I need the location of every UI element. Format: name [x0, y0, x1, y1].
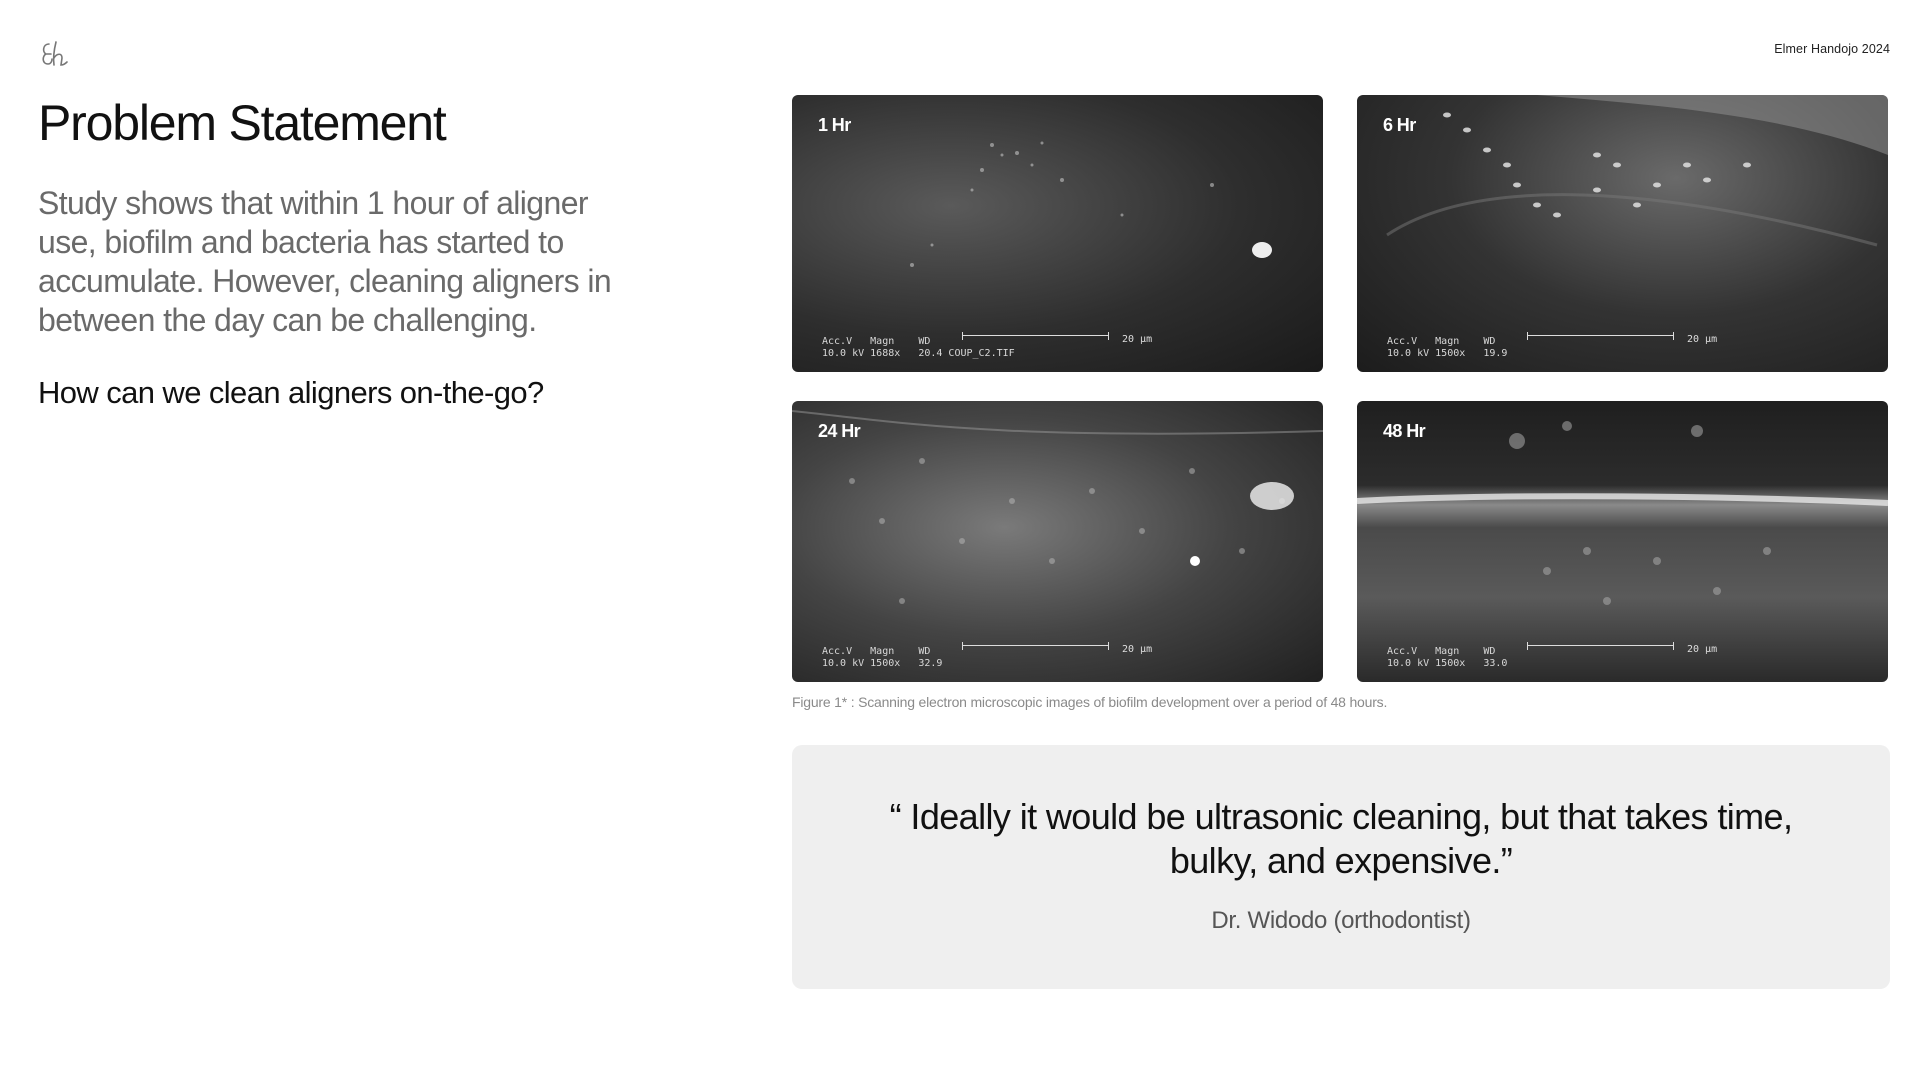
scale-label: 20 µm	[1687, 334, 1718, 345]
scale-bar	[1527, 332, 1674, 340]
sem-metadata: Acc.V Magn WD 10.0 kV 1500x 33.0	[1387, 646, 1508, 669]
testimonial-attribution: Dr. Widodo (orthodontist)	[1211, 907, 1471, 934]
sem-image-grid	[792, 95, 1890, 682]
scale-label: 20 µm	[1122, 644, 1153, 655]
sem-image-1hr	[792, 95, 1323, 372]
panel-label: 6 Hr	[1383, 115, 1416, 135]
problem-description: Study shows that within 1 hour of aligner use, biofilm and bacteria has started to accumulate. However, cleaning aligners in between the day can be challenging.	[38, 185, 612, 338]
sem-image-24hr	[792, 401, 1323, 682]
scale-bar	[1527, 642, 1674, 650]
author-year: Elmer Handojo 2024	[1774, 42, 1890, 56]
key-question: How can we clean aligners on-the-go?	[38, 375, 544, 410]
scale-label: 20 µm	[1122, 334, 1153, 345]
panel-label: 1 Hr	[818, 115, 851, 135]
page-title: Problem Statement	[38, 95, 446, 151]
scale-bar	[962, 642, 1109, 650]
eh-monogram-logo-icon	[39, 38, 71, 68]
testimonial-quote: “ Ideally it would be ultrasonic cleaning, but that takes time, bulky, and expensive.”	[889, 796, 1793, 881]
sem-metadata: Acc.V Magn WD 10.0 kV 1500x 32.9	[822, 646, 943, 669]
sem-metadata: Acc.V Magn WD 10.0 kV 1500x 19.9	[1387, 336, 1508, 359]
scale-label: 20 µm	[1687, 644, 1718, 655]
panel-label: 24 Hr	[818, 421, 861, 441]
sem-image-6hr	[1357, 95, 1888, 372]
figure-caption: Figure 1* : Scanning electron microscopic images of biofilm development over a period of 48 hours.	[792, 694, 1388, 710]
testimonial-card	[792, 745, 1890, 989]
panel-label: 48 Hr	[1383, 421, 1426, 441]
sem-image-48hr	[1357, 401, 1888, 682]
sem-metadata: Acc.V Magn WD 10.0 kV 1688x 20.4 COUP_C2.TIF	[822, 336, 1015, 359]
